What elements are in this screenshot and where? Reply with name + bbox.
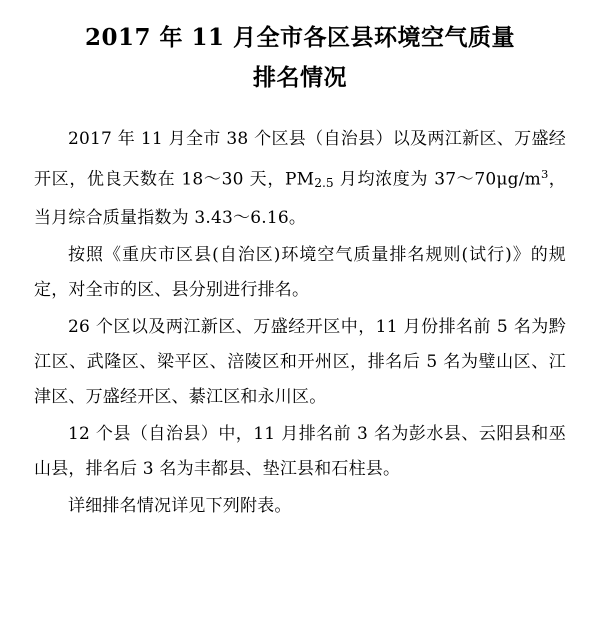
paragraph-appendix-note: 详细排名情况详见下列附表。 — [68, 496, 292, 517]
paragraph-overview — [34, 122, 566, 236]
paragraph-overview-part-1: 2017 年 11 月全市 38 个区县（自治县）以及两江新区、万 — [68, 129, 532, 149]
paragraph-overview-part-5: 当月综合质量指数为 3.43～6.16。 — [34, 208, 307, 229]
document-body — [34, 122, 566, 524]
page-title-line-2: 排名情况 — [253, 64, 347, 91]
paragraph-districts-ranking: 26 个区以及两江新区、万盛经开区中，11 月份排名前 5 名为黔江区、武隆区、梁平区、涪陵区和开州区，排名后 5 名为璧山区、江津区、万盛经开区、綦江区和永川区。 — [34, 317, 566, 408]
paragraph-counties-ranking: 12 个县（自治县）中，11 月排名前 3 名为彭水县、云阳县和巫山县，排名后 3 名为丰都县、垫江县和石柱县。 — [34, 424, 566, 480]
cubic-meter-superscript: 3 — [540, 167, 549, 181]
paragraph-overview-part-4: ， — [548, 169, 566, 190]
paragraph-rule: 按照《重庆市区县(自治区)环境空气质量排名规则(试行)》的规定，对全市的区、县分别进行排名。 — [34, 245, 566, 301]
page-title-line-1: 2017 年 11 月全市各区县环境空气质量 — [84, 24, 516, 51]
paragraph-overview-part-2: 盛经开区，优良天数在 18～30 天，PM — [34, 129, 566, 190]
page-title — [34, 14, 566, 98]
pm25-subscript: 2.5 — [314, 176, 334, 191]
paragraph-overview-part-3: 月均浓度为 37～70μg/m — [333, 169, 541, 190]
